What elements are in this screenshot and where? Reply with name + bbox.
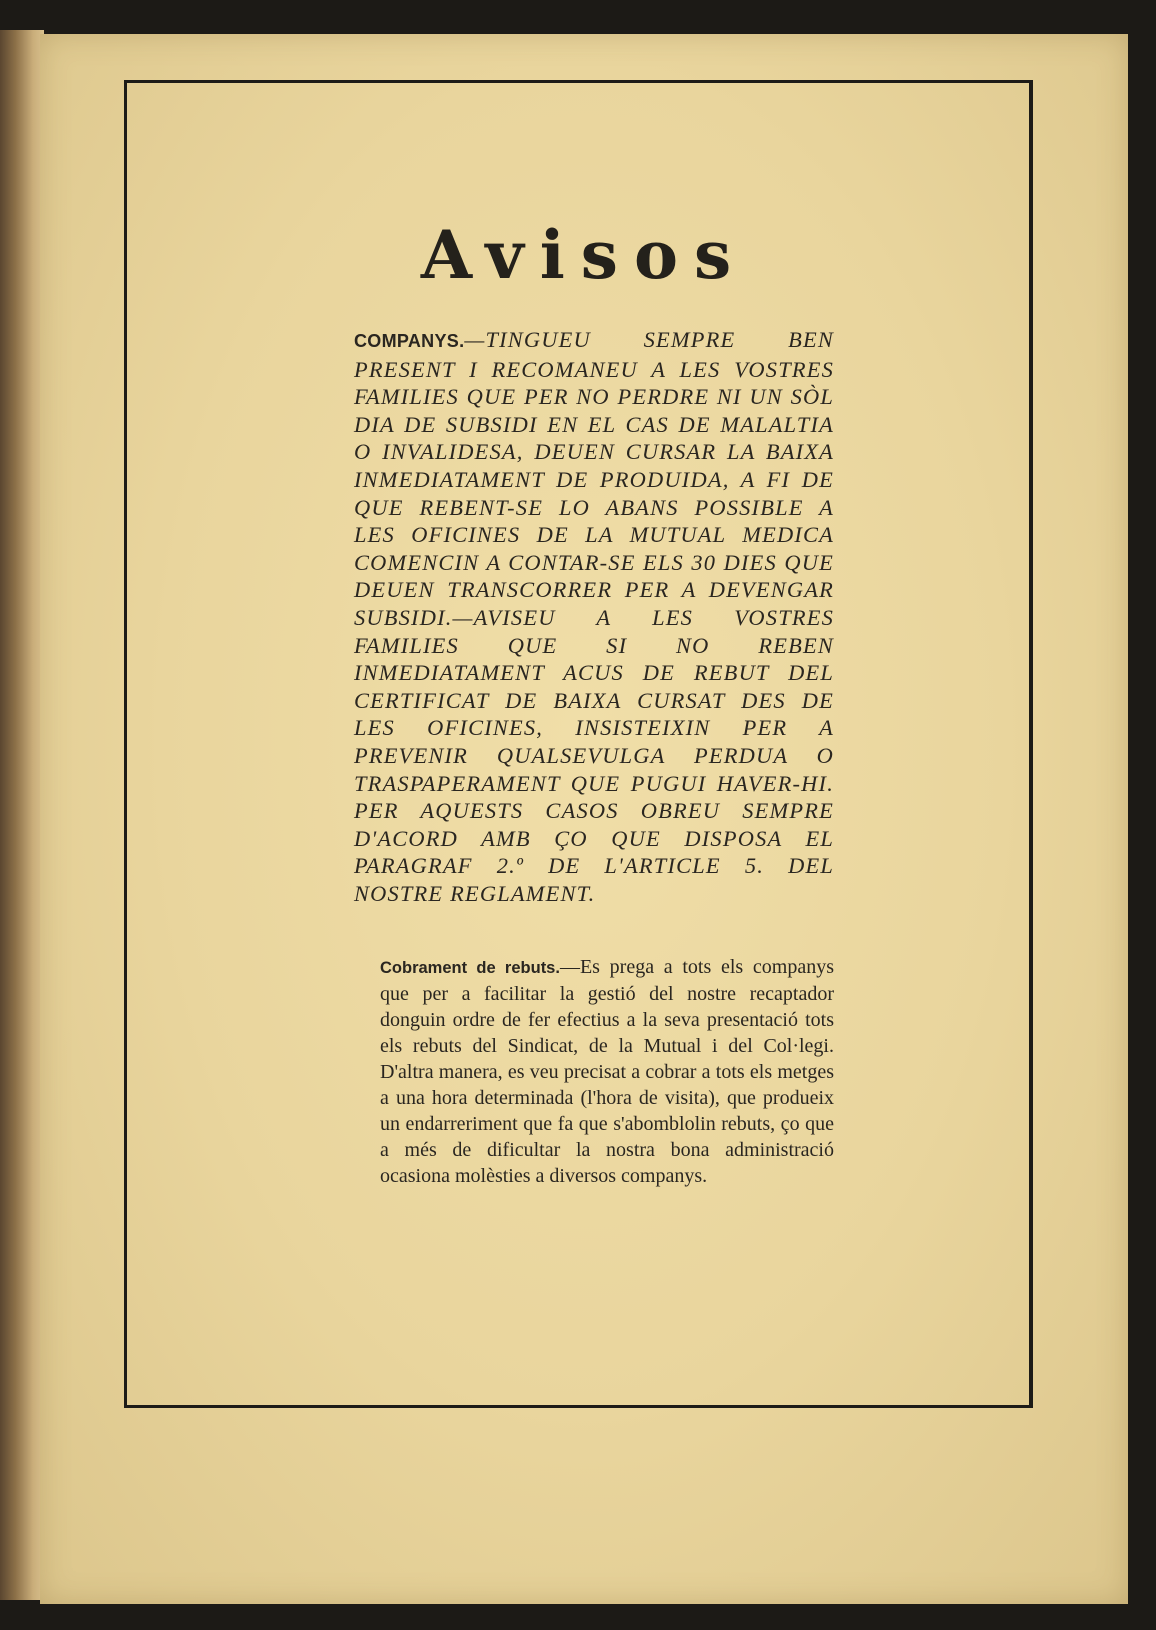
collection-text: —Es prega a tots els companys que per a facilitar la gestió del nostre recaptador donguin ordre de fer efectius a la seva presentació tots els rebuts del Sindicat, de la Mutual i del Col·legi. D'altra manera, es veu precisat a cobrar a tots els metges a una hora determinada (l'hora de visita), que produeix un endarreriment que fa que s'abomblolin rebuts, ço que a més de dificultar la nostra bona administració ocasiona molèsties a diversos companys. <box>380 956 835 1187</box>
collection-lead: Cobrament de rebuts. <box>380 959 560 977</box>
page-title: Avisos <box>420 216 748 294</box>
notice-lead: COMPANYS. <box>354 331 465 351</box>
document-page <box>40 34 1128 1604</box>
book-binding <box>0 30 44 1600</box>
notice-text: —TINGUEU SEMPRE BEN PRESENT I RECOMANEU A LES VOSTRES FAMILIES QUE PER NO PERDRE NI UN SÒL DIA DE SUBSIDI EN EL CAS DE MALALTIA O INVALIDESA, DEUEN CURSAR LA BAIXA INMEDIATAMENT DE PRODUIDA, A FI DE QUE REBENT-SE LO ABANS POSSIBLE A LES OFICINES DE LA MUTUAL MEDICA COMENCIN A CONTAR-SE ELS 30 DIES QUE DEUEN TRANSCORRER PER A DEVENGAR SUBSIDI.—AVISEU A LES VOSTRES FAMILIES QUE SI NO REBEN INMEDIATAMENT ACUS DE REBUT DEL CERTIFICAT DE BAIXA CURSAT DES DE LES OFICINES, INSISTEIXIN PER A PREVENIR QUALSEVULGA PERDUA O TRASPAPERAMENT QUE PUGUI HAVER-HI. PER AQUESTS CASOS OBREU SEMPRE D'ACORD AMB ÇO QUE DISPOSA EL PARAGRAF 2.º DE L'ARTICLE 5. DEL NOSTRE REGLAMENT. <box>354 327 834 906</box>
notice-paragraph <box>354 326 834 907</box>
collection-paragraph <box>380 954 834 1189</box>
